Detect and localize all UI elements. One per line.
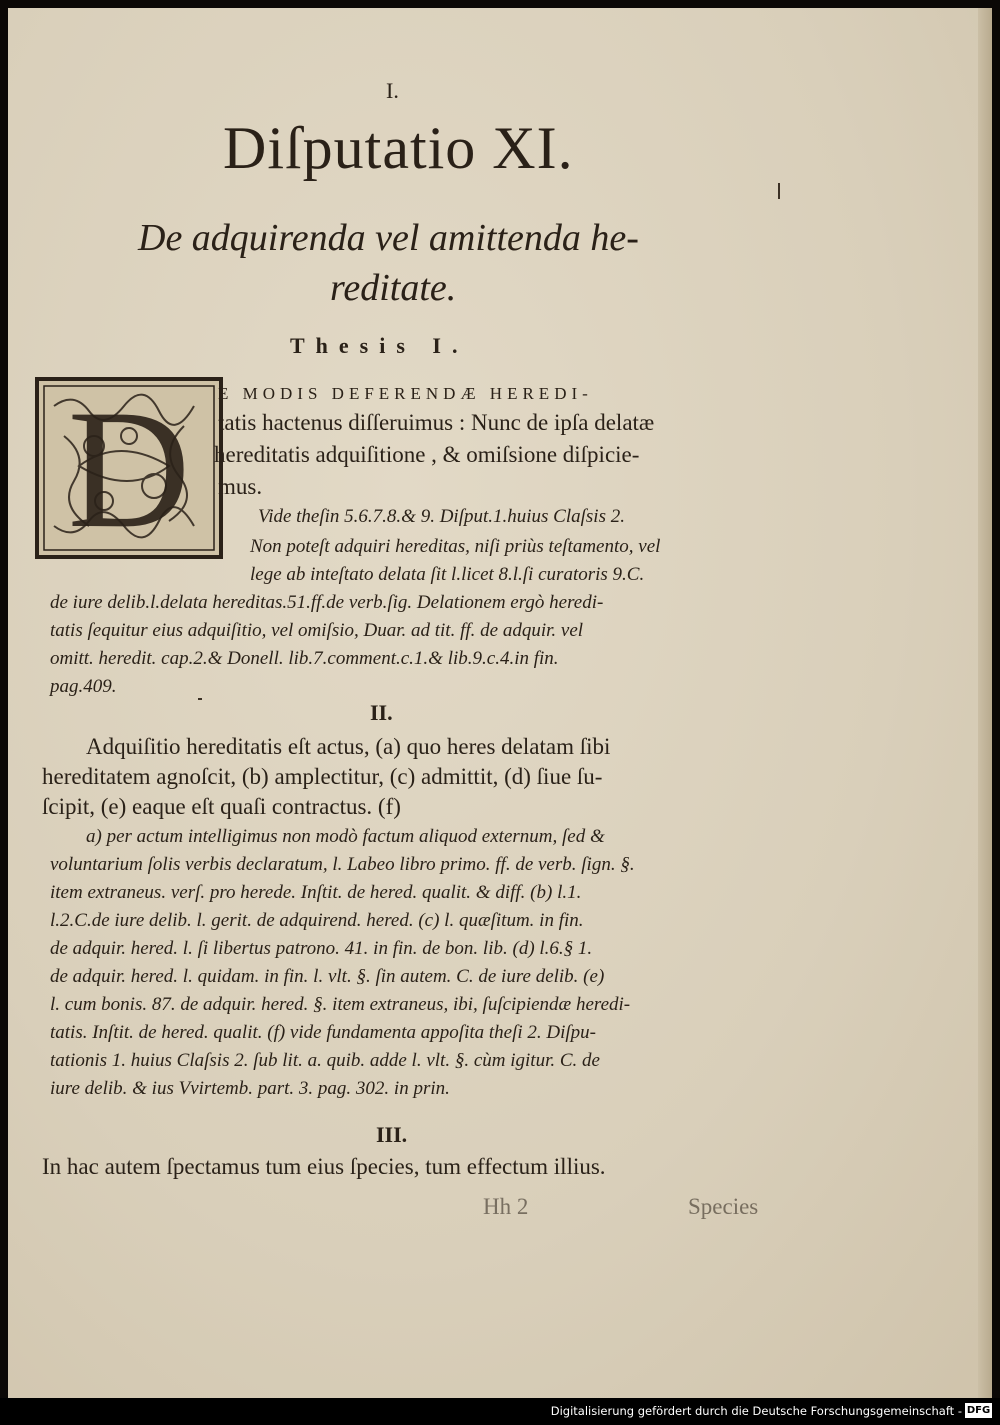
dfg-logo: DFG	[966, 1405, 991, 1416]
thesis3-numeral: III.	[376, 1122, 408, 1147]
thesis1-note: Non poteſt adquiri hereditas, niſi priùs teſtamento, vel	[250, 536, 661, 557]
book-page	[8, 8, 992, 1398]
catchword: Species	[688, 1194, 759, 1219]
folio-mark: I.	[386, 78, 399, 103]
thesis2-note: item extraneus. verſ. pro herede. Inſtit. de hered. qualit. & diff. (b) l.1.	[50, 882, 582, 903]
thesis1-note: pag.409.	[50, 676, 117, 697]
thesis2-note: l. cum bonis. 87. de adquir. hered. §. item extraneus, ibi, ſuſcipiendæ heredi-	[50, 994, 631, 1015]
page-title: Diſputatio XI.	[223, 115, 574, 181]
thesis2-line: hereditatem agnoſcit, (b) amplectitur, (c) admittit, (d) ſiue ſu-	[42, 764, 603, 789]
margin-mark	[198, 698, 202, 700]
decorated-initial	[34, 376, 224, 560]
subtitle-line-1: De adquirenda vel amittenda he-	[138, 217, 639, 259]
thesis2-note: a) per actum intelligimus non modò factum aliquod externum, ſed &	[86, 826, 605, 847]
thesis1-note: omitt. heredit. cap.2.& Donell. lib.7.comment.c.1.& lib.9.c.4.in fin.	[50, 648, 559, 669]
thesis2-note: tatis. Inſtit. de hered. qualit. (f) vide fundamenta appoſita theſi 2. Diſpu-	[50, 1022, 596, 1043]
thesis1-line-2: tatis hactenus diſſeruimus : Nunc de ipſa delatæ	[218, 410, 655, 435]
thesis2-note: de adquir. hered. l. ſi libertus patrono. 41. in fin. de bon. lib. (d) l.6.§ 1.	[50, 938, 593, 959]
thesis2-note: de adquir. hered. l. quidam. in fin. l. vlt. §. ſin autem. C. de iure delib. (e)	[50, 966, 605, 987]
thesis2-note: tationis 1. huius Claſsis 2. ſub lit. a. quib. adde l. vlt. §. cùm igitur. C. de	[50, 1050, 600, 1071]
thesis1-note: lege ab inteſtato delata ſit l.licet 8.l.ſi curatoris 9.C.	[250, 564, 645, 585]
thesis2-note: l.2.C.de iure delib. l. gerit. de adquirend. hered. (c) l. quæſitum. in fin.	[50, 910, 584, 931]
margin-mark	[778, 183, 780, 199]
thesis1-note: de iure delib.l.delata hereditas.51.ff.de verb.ſig. Delationem ergò heredi-	[50, 592, 604, 613]
signature-mark: Hh 2	[483, 1194, 529, 1219]
thesis1-note: tatis ſequitur eius adquiſitio, vel omiſsio, Duar. ad tit. ff. de adquir. vel	[50, 620, 584, 641]
thesis-heading: Thesis I.	[290, 333, 469, 358]
initial-letter: D	[67, 376, 191, 560]
footer-credit: Digitalisierung gefördert durch die Deutsche Forschungsgemeinschaft -	[550, 1404, 962, 1418]
thesis2-line: ſcipit, (e) eaque eſt quaſi contractus. (f)	[42, 794, 401, 819]
thesis2-note: voluntarium ſolis verbis declaratum, l. Labeo libro primo. ff. de verb. ſign. §.	[50, 854, 635, 875]
thesis1-line-1: E MODIS DEFERENDÆ HEREDI-	[218, 384, 593, 403]
page-edge	[978, 8, 992, 1398]
thesis2-note: iure delib. & ius Vvirtemb. part. 3. pag. 302. in prin.	[50, 1078, 450, 1099]
thesis3-line: In hac autem ſpectamus tum eius ſpecies, tum effectum illius.	[42, 1154, 606, 1179]
thesis1-note: Vide theſin 5.6.7.8.& 9. Diſput.1.huius Claſsis 2.	[258, 506, 625, 527]
subtitle-line-2: reditate.	[330, 267, 457, 309]
thesis2-line: Adquiſitio hereditatis eſt actus, (a) quo heres delatam ſibi	[86, 734, 611, 759]
thesis1-line-4: mus.	[218, 474, 263, 499]
thesis2-numeral: II.	[370, 700, 393, 725]
thesis1-line-3: hereditatis adquiſitione , & omiſsione diſpicie-	[214, 442, 640, 467]
